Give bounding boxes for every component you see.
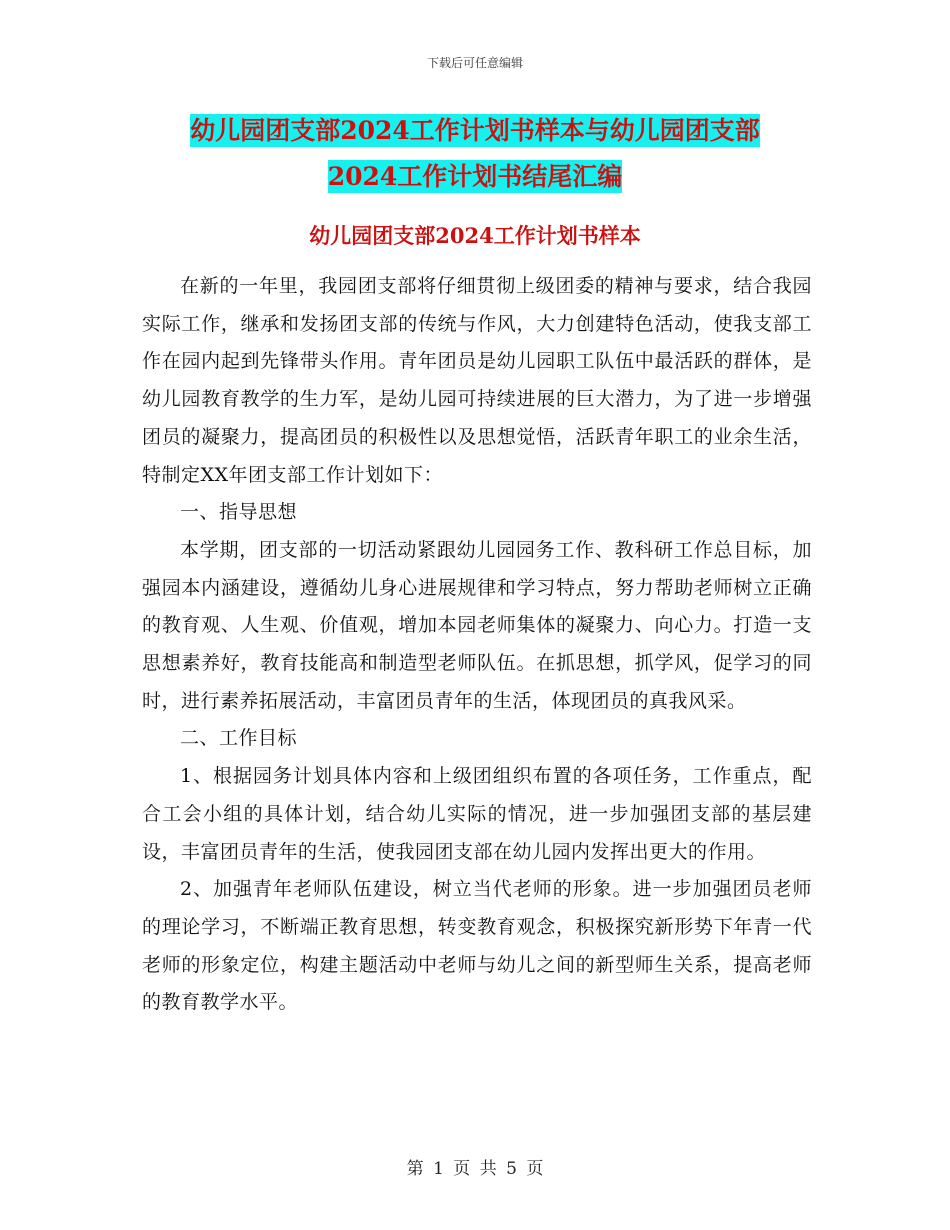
document-title-line-2: 2024工作计划书结尾汇编 [327, 162, 623, 191]
heading-work-goals: 二、工作目标 [180, 727, 298, 750]
document-body [142, 268, 812, 1022]
page-footer: 第 1 页 共 5 页 [406, 1159, 544, 1179]
paragraph-intro: 在新的一年里，我园团支部将仔细贯彻上级团委的精神与要求，结合我园实际工作，继承和发扬团支部的传统与作风，大力创建特色活动，使我支部工作在园内起到先锋带头作用。青年团员是幼儿园职工队伍中最活跃的群体，是幼儿园教育教学的生力军，是幼儿园可持续进展的巨大潜力，为了进一步增强团员的凝聚力，提高团员的积极性以及思想觉悟，活跃青年职工的业余生活，特制定XX年团支部工作计划如下： [142, 275, 812, 486]
paragraph-goal-1: 1、根据园务计划具体内容和上级团组织布置的各项任务，工作重点，配合工会小组的具体计划，结合幼儿实际的情况，进一步加强团支部的基层建设，丰富团员青年的生活，使我园团支部在幼儿园内发挥出更大的作用。 [142, 765, 812, 863]
document-title-line-1: 幼儿园团支部2024工作计划书样本与幼儿园团支部 [190, 116, 760, 145]
paragraph-goal-2: 2、加强青年老师队伍建设，树立当代老师的形象。进一步加强团员老师的理论学习，不断端正教育思想，转变教育观念，积极探究新形势下年青一代老师的形象定位，构建主题活动中老师与幼儿之间的新型师生关系，提高老师的教育教学水平。 [142, 878, 812, 1014]
heading-guiding-ideology: 一、指导思想 [180, 501, 298, 524]
section-title: 幼儿园团支部2024工作计划书样本 [309, 223, 641, 248]
document-title [140, 108, 810, 200]
paragraph-guiding-ideology: 本学期，团支部的一切活动紧跟幼儿园园务工作、教科研工作总目标，加强园本内涵建设，遵循幼儿身心进展规律和学习特点，努力帮助老师树立正确的教育观、人生观、价值观，增加本园老师集体的凝聚力、向心力。打造一支思想素养好，教育技能高和制造型老师队伍。在抓思想，抓学风，促学习的同时，进行素养拓展活动，丰富团员青年的生活，体现团员的真我风采。 [142, 538, 812, 712]
header-note: 下载后可任意编辑 [426, 56, 523, 70]
